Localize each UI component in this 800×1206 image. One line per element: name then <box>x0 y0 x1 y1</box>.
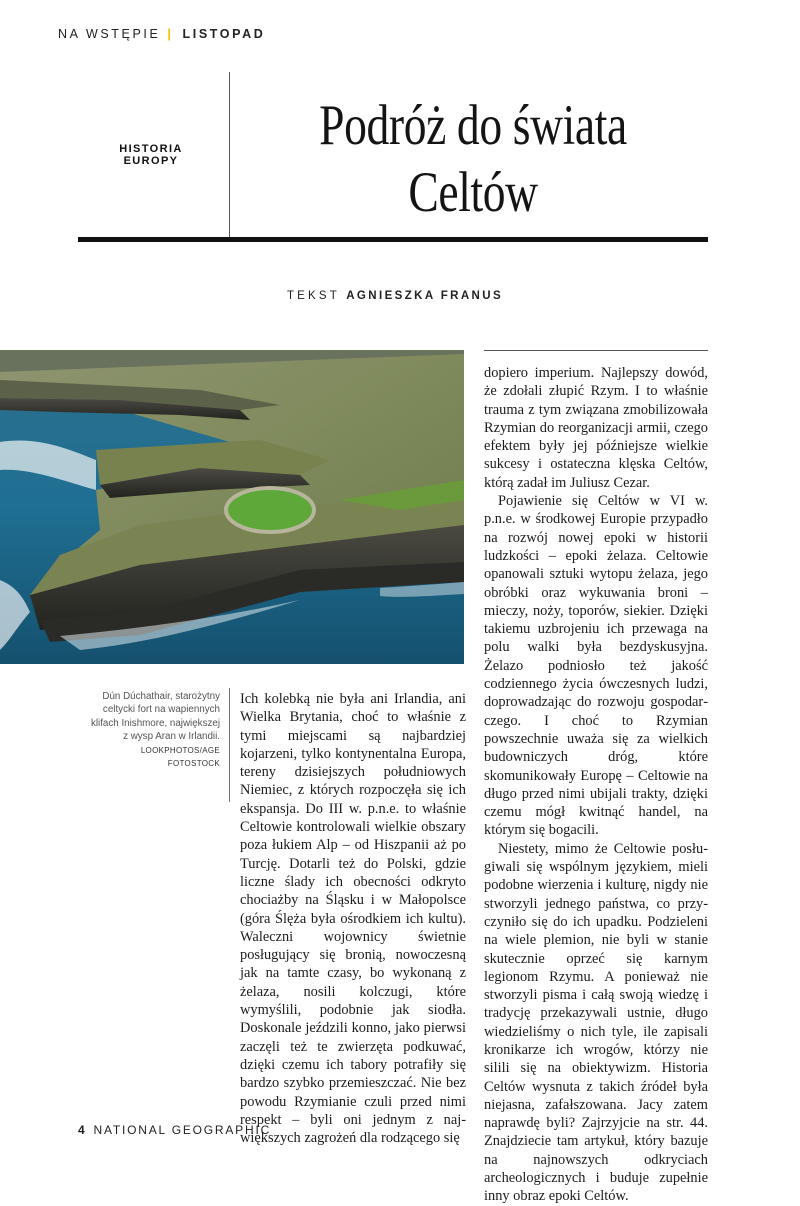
folio <box>78 1123 271 1137</box>
byline-prefix: TEKST <box>286 290 340 302</box>
running-head <box>58 27 265 41</box>
column-top-rule <box>484 350 708 351</box>
title-line1: Podróż do świata <box>319 94 627 157</box>
header-divider <box>229 72 230 238</box>
body-paragraph: dopiero imperium. Najlepszy dowód, że zdołali złupić Rzym. I to właśnie trauma z tym związana zmobilizowała Rzymian do reorganizacji armii, czego efektem były jej późniejsze wielkie sukcesy i ostateczna klęska Celtów, którą zadał im Juliusz Cezar. <box>484 365 708 491</box>
cliffs-photo-illustration <box>0 350 464 664</box>
body-paragraph: Niestety, mimo że Celtowie posługiwali się wspólnym językiem, mieli podobne wierzenia i kulturę, nigdy nie stworzyli jednego państwa, co przyczyniło się do ich upadku. Podzieleni na wiele plemion, nie byli w stanie skutecznie oprzeć się karnym legionom Rzymu. A ponieważ nie stworzyli pisma i całą swoją wiedzę i tradycję przekazywali ustnie, długo wiedzieliśmy o nich tyle, ile zapisali kronikarze ich wrogów, którzy nie silili się na obiektywizm. Historia Celtów wysnuta z takich źródeł była niejasna, zafałszowana. Jacy zatem naprawdę byli? Zajrzyjcie na str. 44. Znajdziecie tam artykuł, który bazuje na najnowszych odkryciach archeologicznych i buduje zupełnie inny obraz epoki Celtów. <box>484 840 708 1205</box>
caption-credit: LOOKPHOTOS/AGE FOTOSTOCK <box>140 746 220 769</box>
running-head-section: NA WSTĘPIE <box>58 27 161 41</box>
caption-text: Dún Dúchathair, starożytny celtycki fort na wapiennych klifach Inishmore, największej z wysp Aran w Irlandii. <box>90 691 220 742</box>
article-title <box>280 92 666 226</box>
title-rule <box>78 237 708 242</box>
section-label-line1: HISTORIA <box>119 143 183 155</box>
section-label-line2: EUROPY <box>123 155 179 167</box>
article-photo <box>0 350 464 664</box>
title-line2: Celtów <box>408 161 538 224</box>
page-number: 4 <box>78 1123 87 1137</box>
byline <box>0 290 790 302</box>
magazine-name: NATIONAL GEOGRAPHIC <box>93 1123 272 1137</box>
body-paragraph: Ich kolebką nie była ani Irlandia, ani Wielka Brytania, choć to właśnie z tymi miejscami są najbardziej kojarzeni, tylko kontynentalna Europa, tereny dzisiejszych południowych Niemiec, z których rozpoczęła się ich ekspansja. Do III w. p.n.e. to właśnie Celtowie kontrolowali wielkie obszary poza łukiem Alp – od Hiszpanii aż po Turcję. Dotarli też do Polski, gdzie liczne ślady ich obecności odkryto chociażby na Śląsku i w Małopolsce (góra Ślęża była ośrodkiem ich kultu). Waleczni wojownicy świetnie posługujący się bronią, nowoczesną jak na tamte czasy, bo wykonaną z żelaza, nosili kolczugi, które wymyślili, podobnie jak siodła. Doskonale jeździli konno, jako pierwsi zaczęli też te zwierzęta podkuwać, dzięki czemu ich tabory potrafiły się bardzo szybko przemieszczać. Nie bez powodu Rzymianie czuli przed nimi respekt – byli oni jednym z największych zagrożeń dla rodzącego się <box>240 691 466 1147</box>
section-label <box>96 143 206 167</box>
caption-divider <box>229 688 230 802</box>
body-paragraph: Pojawienie się Celtów w VI w. p.n.e. w środkowej Europie przypadło na rozwój nowej epoki w historii ludzkości – epoki żelaza. Celtowie opanowali sztuki wytopu żelaza, jego obróbki oraz wykuwania broni – mieczy, noży, toporów, siekier. Dzięki takiemu uzbrojeniu ich przewaga na polu walki była bezdyskusyjna. Żelazo podniosło też jakość codziennego życia ówczesnych ludzi, doprowadzając do rozwoju gospodarczego. I choć to Rzymian powszechnie uważa się za wielkich budowniczych dróg, które skomunikowały Europę – Celtowie na długo przed nimi ubijali trakty, dzięki czemu mógł kwitnąć handel, na którym się bogacili. <box>484 493 708 839</box>
body-column-right <box>484 364 708 1206</box>
running-head-separator: | <box>167 27 174 41</box>
running-head-issue: LISTOPAD <box>182 27 266 41</box>
body-column-left <box>240 690 466 1147</box>
byline-author: AGNIESZKA FRANUS <box>346 290 504 302</box>
photo-caption <box>90 690 220 771</box>
